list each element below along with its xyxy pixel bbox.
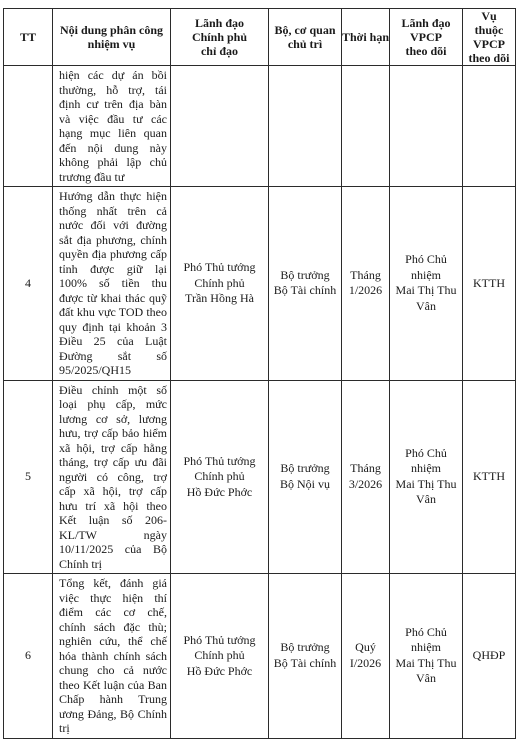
- cell-agency: [269, 66, 342, 187]
- header-tt: TT: [4, 9, 53, 66]
- header-row: [4, 9, 516, 66]
- cell-deadline: Tháng 3/2026: [342, 380, 390, 574]
- cell-deadline: Quý I/2026: [342, 574, 390, 739]
- cell-task: hiện các dự án bồi thường, hỗ trợ, tái định cư trên địa bàn và việc đầu tư các hạng mục liên quan đến nội dung này không phải lập chủ trương đầu tư: [53, 66, 171, 187]
- header-task: Nội dung phân công nhiệm vụ: [53, 9, 171, 66]
- assignment-table: [3, 8, 516, 739]
- cell-office-lead: [390, 66, 463, 187]
- cell-lead: Phó Thủ tướng Chính phủ Trần Hồng Hà: [171, 187, 269, 381]
- cell-tt: 6: [4, 574, 53, 739]
- cell-lead: Phó Thủ tướng Chính phủ Hồ Đức Phớc: [171, 380, 269, 574]
- cell-dept: QHĐP: [463, 574, 516, 739]
- cell-dept: KTTH: [463, 187, 516, 381]
- table-row: [4, 187, 516, 381]
- cell-deadline: Tháng 1/2026: [342, 187, 390, 381]
- cell-tt: 4: [4, 187, 53, 381]
- cell-deadline: [342, 66, 390, 187]
- cell-task: Điều chỉnh một số loại phụ cấp, mức lương cơ sở, lương hưu, trợ cấp bảo hiểm xã hội, trợ cấp hằng tháng, trợ cấp ưu đãi người có công, trợ cấp xã hội, trợ cấp hưu trí xã hội theo Kết luận số 206-KL/TW ngày 10/11/2025 của Bộ Chính trị: [53, 380, 171, 574]
- cell-lead: Phó Thủ tướng Chính phủ Hồ Đức Phớc: [171, 574, 269, 739]
- cell-task: Hướng dẫn thực hiện thống nhất trên cả nước đối với đường sắt địa phương, chính quyền địa phương cấp tỉnh được giữ lại 100% số tiền thu được từ khai thác quỹ đất khu vực TOD theo quy định tại khoản 3 Điều 25 của Luật Đường sắt số 95/2025/QH15: [53, 187, 171, 381]
- header-deadline: Thời hạn: [342, 9, 390, 66]
- cell-dept: KTTH: [463, 380, 516, 574]
- header-agency: Bộ, cơ quan chủ trì: [269, 9, 342, 66]
- cell-task: Tổng kết, đánh giá việc thực hiện thí điểm các cơ chế, chính sách đặc thù; nghiên cứu, thể chế hóa thành chính sách chung cho cả nước theo Kết luận của Ban Chấp hành Trung ương Đảng, Bộ Chính trị: [53, 574, 171, 739]
- cell-dept: [463, 66, 516, 187]
- table-row: [4, 66, 516, 187]
- cell-agency: Bộ trưởng Bộ Nội vụ: [269, 380, 342, 574]
- header-lead: Lãnh đạo Chính phủ chỉ đạo: [171, 9, 269, 66]
- cell-tt: 5: [4, 380, 53, 574]
- cell-agency: Bộ trưởng Bộ Tài chính: [269, 187, 342, 381]
- header-dept: Vụ thuộc VPCP theo dõi: [463, 9, 516, 66]
- table-row: [4, 574, 516, 739]
- cell-lead: [171, 66, 269, 187]
- cell-tt: [4, 66, 53, 187]
- cell-office-lead: Phó Chủ nhiệm Mai Thị Thu Vân: [390, 380, 463, 574]
- cell-agency: Bộ trưởng Bộ Tài chính: [269, 574, 342, 739]
- header-office-lead: Lãnh đạo VPCP theo dõi: [390, 9, 463, 66]
- table-row: [4, 380, 516, 574]
- cell-office-lead: Phó Chủ nhiệm Mai Thị Thu Vân: [390, 187, 463, 381]
- cell-office-lead: Phó Chủ nhiệm Mai Thị Thu Vân: [390, 574, 463, 739]
